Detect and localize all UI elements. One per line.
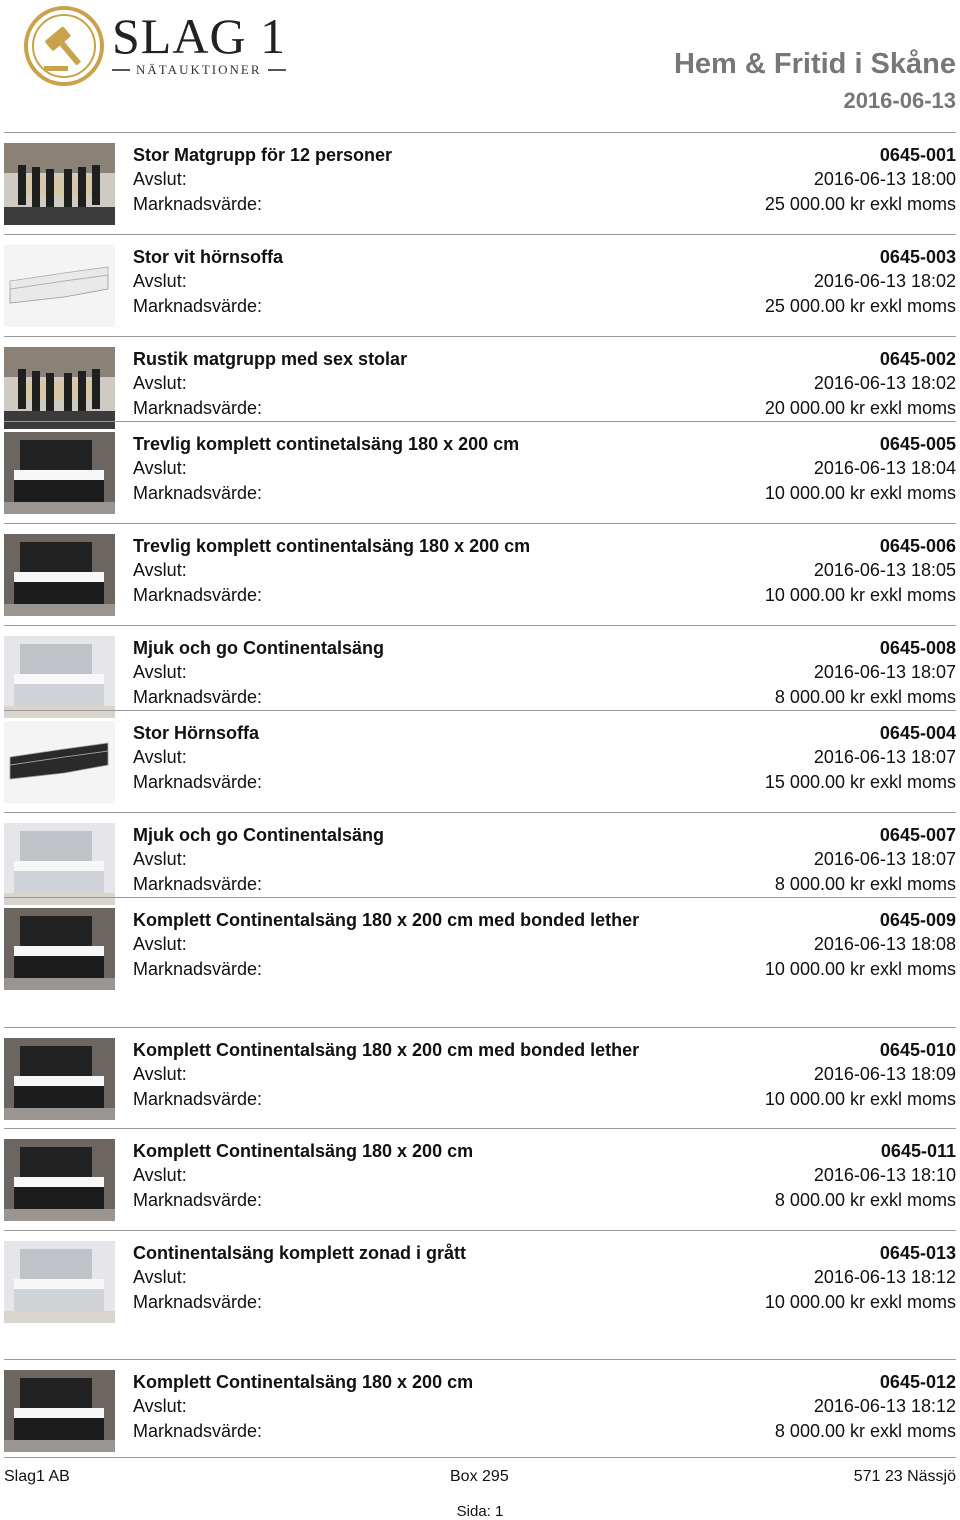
item-thumbnail[interactable] [4,143,115,225]
market-value: 8 000.00 kr exkl moms [774,1189,956,1210]
market-value: 10 000.00 kr exkl moms [764,958,956,979]
lot-number: 0645-006 [879,536,956,556]
end-time: 2016-06-13 18:05 [813,560,956,581]
auction-item[interactable] [4,1027,956,1109]
end-label: Avslut: [133,849,187,870]
end-time: 2016-06-13 18:04 [813,458,956,479]
market-value-label: Marknadsvärde: [133,1291,263,1312]
market-value-label: Marknadsvärde: [133,1420,263,1441]
item-thumbnail[interactable] [4,636,115,718]
end-label: Avslut: [133,373,187,394]
item-title[interactable]: Stor vit hörnsoffa [133,247,284,267]
end-label: Avslut: [133,934,187,955]
bed-icon [4,1241,115,1323]
market-value-label: Marknadsvärde: [133,193,263,214]
market-value: 15 000.00 kr exkl moms [764,771,956,792]
page-number: Sida: 1 [456,1503,504,1520]
item-thumbnail[interactable] [4,1139,115,1221]
end-label: Avslut: [133,271,187,292]
item-thumbnail[interactable] [4,721,115,803]
bed-icon [4,1370,115,1452]
item-title[interactable]: Continentalsäng komplett zonad i grått [133,1243,467,1263]
item-thumbnail[interactable] [4,432,115,514]
item-title[interactable]: Komplett Continentalsäng 180 x 200 cm med bonded lether [133,1040,640,1060]
end-label: Avslut: [133,1165,187,1186]
end-label: Avslut: [133,747,187,768]
item-title[interactable]: Trevlig komplett continentalsäng 180 x 200 cm [133,536,531,556]
auction-item[interactable] [4,523,956,605]
end-time: 2016-06-13 18:02 [813,271,956,292]
company-logo [22,4,292,88]
end-label: Avslut: [133,1396,187,1417]
event-date: 2016-06-13 [843,88,956,113]
bed-icon [4,908,115,990]
lot-number: 0645-013 [879,1243,956,1263]
item-title[interactable]: Rustik matgrupp med sex stolar [133,349,408,369]
end-label: Avslut: [133,560,187,581]
market-value-label: Marknadsvärde: [133,1189,263,1210]
auction-item[interactable] [4,1128,956,1210]
item-thumbnail[interactable] [4,1370,115,1452]
item-thumbnail[interactable] [4,823,115,905]
market-value-label: Marknadsvärde: [133,584,263,605]
item-title[interactable]: Komplett Continentalsäng 180 x 200 cm med bonded lether [133,910,640,930]
market-value: 8 000.00 kr exkl moms [774,873,956,894]
lot-number: 0645-008 [879,638,956,658]
item-title[interactable]: Trevlig komplett continetalsäng 180 x 200 cm [133,434,520,454]
footer-city: 571 23 Nässjö [853,1468,956,1485]
end-time: 2016-06-13 18:02 [813,373,956,394]
auction-item[interactable] [4,710,956,792]
end-label: Avslut: [133,662,187,683]
item-thumbnail[interactable] [4,908,115,990]
market-value-label: Marknadsvärde: [133,958,263,979]
market-value: 10 000.00 kr exkl moms [764,482,956,503]
event-title: Hem & Fritid i Skåne [673,48,956,80]
market-value-label: Marknadsvärde: [133,295,263,316]
item-thumbnail[interactable] [4,1241,115,1323]
item-thumbnail[interactable] [4,347,115,429]
market-value-label: Marknadsvärde: [133,686,263,707]
market-value: 10 000.00 kr exkl moms [764,1088,956,1109]
end-time: 2016-06-13 18:10 [813,1165,956,1186]
market-value: 8 000.00 kr exkl moms [774,1420,956,1441]
logo-wordmark: SLAG 1 [112,8,287,64]
market-value: 8 000.00 kr exkl moms [774,686,956,707]
bed-icon [4,823,115,905]
item-title[interactable]: Komplett Continentalsäng 180 x 200 cm [133,1141,474,1161]
market-value-label: Marknadsvärde: [133,873,263,894]
lot-number: 0645-003 [879,247,956,267]
end-label: Avslut: [133,458,187,479]
end-time: 2016-06-13 18:00 [813,169,956,190]
lot-number: 0645-002 [879,349,956,369]
lot-number: 0645-007 [879,825,956,845]
end-time: 2016-06-13 18:07 [813,849,956,870]
sofa-icon [4,245,115,327]
bed-icon [4,1139,115,1221]
end-label: Avslut: [133,1064,187,1085]
lot-number: 0645-010 [879,1040,956,1060]
lot-number: 0645-001 [879,145,956,165]
auction-item[interactable] [4,1359,956,1441]
bed-icon [4,534,115,616]
auction-item[interactable] [4,234,956,316]
end-time: 2016-06-13 18:12 [813,1396,956,1417]
dining-table-icon [4,347,115,429]
market-value: 25 000.00 kr exkl moms [764,295,956,316]
end-label: Avslut: [133,1267,187,1288]
end-time: 2016-06-13 18:07 [813,747,956,768]
auction-item[interactable] [4,1230,956,1312]
item-thumbnail[interactable] [4,245,115,327]
item-title[interactable]: Mjuk och go Continentalsäng [133,825,384,845]
end-label: Avslut: [133,169,187,190]
end-time: 2016-06-13 18:08 [813,934,956,955]
logo-subtitle: NÄTAUKTIONER [136,62,262,77]
market-value-label: Marknadsvärde: [133,482,263,503]
item-title[interactable]: Stor Hörnsoffa [133,723,259,743]
page-footer [4,1457,956,1485]
market-value: 25 000.00 kr exkl moms [764,193,956,214]
item-title[interactable]: Komplett Continentalsäng 180 x 200 cm [133,1372,474,1392]
lot-number: 0645-009 [879,910,956,930]
item-title[interactable]: Mjuk och go Continentalsäng [133,638,384,658]
auction-item[interactable] [4,336,956,418]
end-time: 2016-06-13 18:09 [813,1064,956,1085]
lot-number: 0645-012 [879,1372,956,1392]
sofa-icon [4,721,115,803]
lot-number: 0645-005 [879,434,956,454]
bed-icon [4,1038,115,1120]
bed-icon [4,432,115,514]
bed-icon [4,636,115,718]
end-time: 2016-06-13 18:07 [813,662,956,683]
footer-address: Box 295 [450,1468,509,1485]
gavel-logo-icon [22,4,106,88]
auction-item[interactable] [4,625,956,707]
auction-item[interactable] [4,812,956,894]
market-value: 10 000.00 kr exkl moms [764,1291,956,1312]
lot-number: 0645-004 [879,723,956,743]
footer-company: Slag1 AB [4,1468,70,1485]
market-value-label: Marknadsvärde: [133,397,263,418]
lot-number: 0645-011 [880,1141,956,1161]
item-thumbnail[interactable] [4,1038,115,1120]
item-title[interactable]: Stor Matgrupp för 12 personer [133,145,393,165]
item-thumbnail[interactable] [4,534,115,616]
auction-item[interactable] [4,421,956,503]
market-value: 10 000.00 kr exkl moms [764,584,956,605]
auction-item[interactable] [4,132,956,214]
market-value: 20 000.00 kr exkl moms [764,397,956,418]
market-value-label: Marknadsvärde: [133,771,263,792]
end-time: 2016-06-13 18:12 [813,1267,956,1288]
auction-item[interactable] [4,897,956,979]
market-value-label: Marknadsvärde: [133,1088,263,1109]
dining-table-icon [4,143,115,225]
